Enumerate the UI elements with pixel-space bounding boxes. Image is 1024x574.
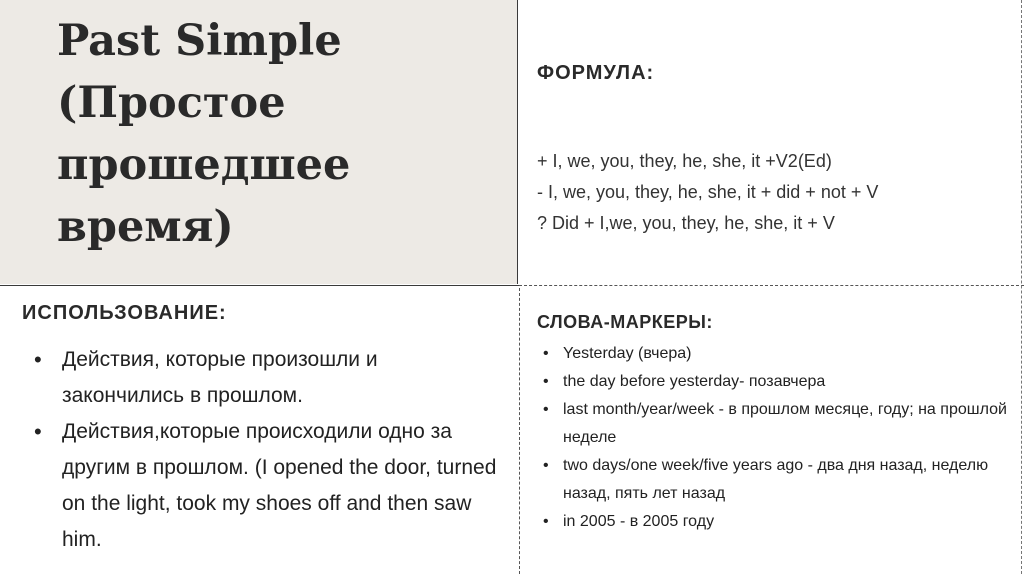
marker-item: • last month/year/week - в прошлом месяце, году; на прошлой неделе — [537, 396, 1017, 452]
title-line-1: Past Simple — [57, 16, 342, 66]
marker-item: • in 2005 - в 2005 году — [537, 508, 1017, 536]
formula-negative: - I, we, you, they, he, she, it + did + not + V — [537, 182, 879, 202]
divider-vertical-bottom — [519, 288, 520, 574]
title-line-2: (Простое — [57, 78, 286, 128]
marker-item: • two days/one week/five years ago - два дня назад, неделю назад, пять лет назад — [537, 452, 1017, 508]
formula-question: ? Did + I,we, you, they, he, she, it + V — [537, 213, 835, 233]
usage-heading: ИСПОЛЬЗОВАНИЕ: — [22, 302, 227, 324]
usage-list — [22, 342, 502, 558]
formula-affirmative: + I, we, you, they, he, she, it +V2(Ed) — [537, 151, 832, 171]
usage-item: • Действия,которые происходили одно за другим в прошлом. (I opened the door, turned on the light, took my shoes off and then saw him. — [22, 414, 502, 558]
divider-vertical-top — [517, 0, 518, 284]
title-line-3: прошедшее — [57, 140, 351, 190]
right-border — [1021, 0, 1022, 574]
formula-heading: ФОРМУЛА: — [537, 62, 655, 84]
title-panel — [0, 0, 517, 284]
marker-item: • the day before yesterday- позавчера — [537, 368, 1017, 396]
divider-horizontal-left — [0, 285, 519, 286]
usage-item: • Действия, которые произошли и закончились в прошлом. — [22, 342, 502, 414]
marker-item: • Yesterday (вчера) — [537, 340, 1017, 368]
title-line-4: время) — [57, 202, 234, 252]
markers-heading: СЛОВА-МАРКЕРЫ: — [537, 312, 713, 332]
page-title — [57, 10, 350, 258]
divider-horizontal-right — [519, 285, 1024, 286]
markers-list — [537, 340, 1017, 536]
formula-list — [537, 146, 878, 239]
